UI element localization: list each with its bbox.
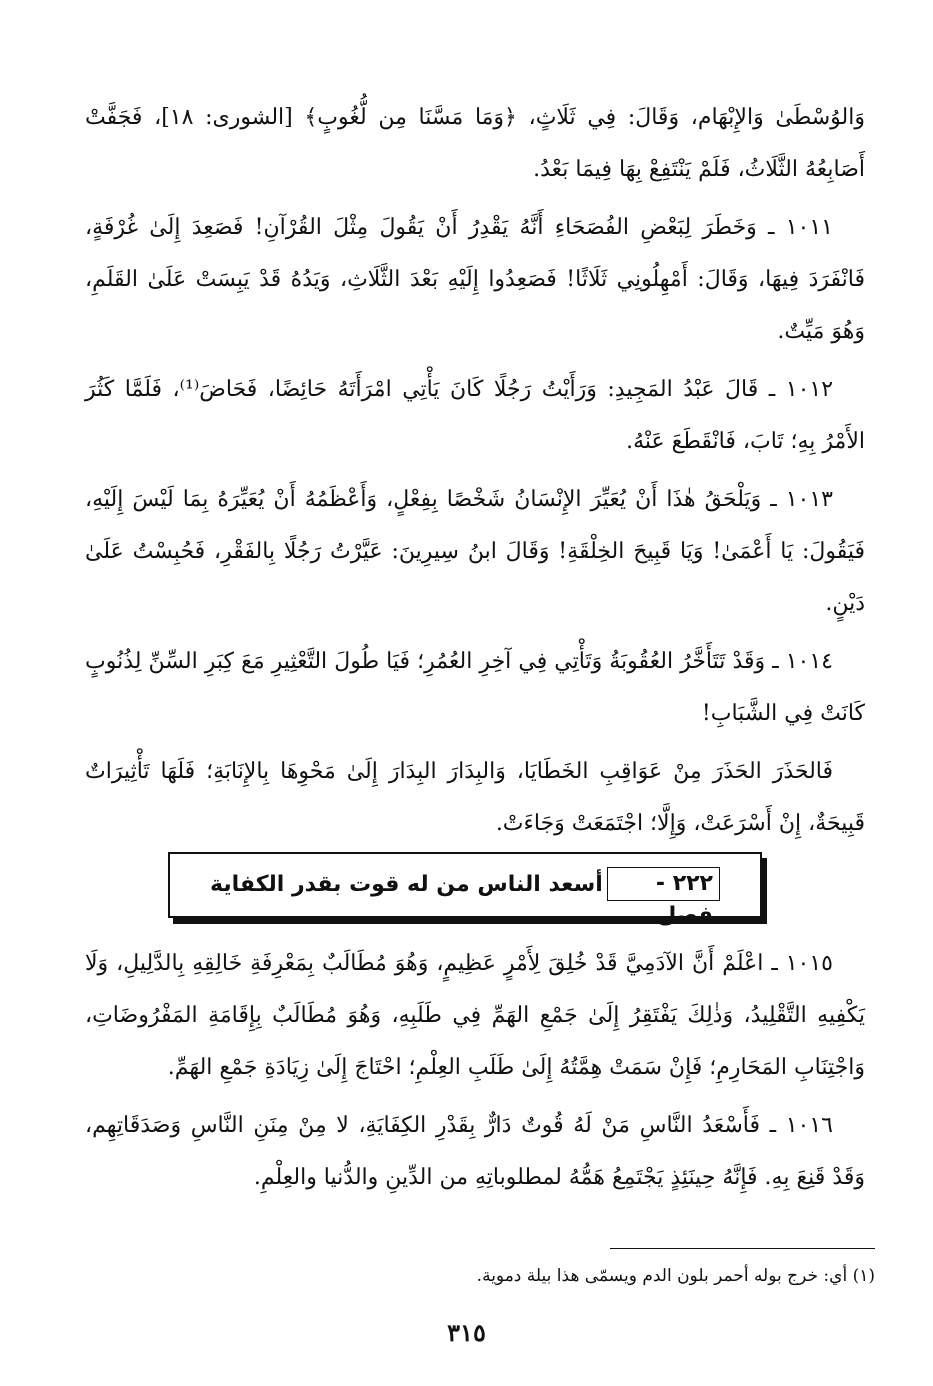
section-title: أسعد الناس من له قوت بقدر الكفاية [210,871,603,897]
paragraph-1012: ١٠١٢ ـ قَالَ عَبْدُ المَجِيدِ: وَرَأَيْتُ رَجُلًا كَانَ يَأْتِي امْرَأَتَهُ حَائِضًا، فَحَاضَ⁽¹⁾، فَلَمَّا كَثُرَ الأَمْرُ بِهِ؛ تَابَ، فَانْقَطَعَ عَنْهُ. [85,377,865,454]
section-label: ٢٢٢ - فصل [607,867,720,901]
paragraph-continuation: وَالوُسْطَىٰ وَالإِبْهَام، وَقَالَ: فِي ثَلَاثٍ، ﴿وَمَا مَسَّنَا مِن لُّغُوبٍ﴾ [الشورى: ١٨]، فَجَفَّتْ أَصَابِعُهُ الثَّلَاثُ، فَلَمْ يَنْتَفِعْ بِهَا فِيمَا بَعْدُ. [85,105,865,182]
paragraph-1015: ١٠١٥ ـ اعْلَمْ أَنَّ الآدَمِيَّ قَدْ خُلِقَ لِأَمْرٍ عَظِيمٍ، وَهُوَ مُطَالَبٌ بِمَعْرِفَةِ خَالِقِهِ بِالدَّلِيلِ، وَلَا يَكْفِيهِ التَّقْلِيدُ، وَذٰلِكَ يَفْتَقِرُ إِلَىٰ جَمْعِ الهَمِّ فِي طَلَبِهِ، وَهُوَ مُطَالَبٌ بِإِقَامَةِ المَفْرُوضَاتِ، وَاجْتِنَابِ المَحَارِمِ؛ فَإِنْ سَمَتْ هِمَّتُهُ إِلَىٰ طَلَبِ العِلْمِ؛ احْتَاجَ إِلَىٰ زِيَادَةِ جَمْعِ الهَمِّ. [85,951,865,1080]
paragraph-1011: ١٠١١ ـ وَخَطَرَ لِبَعْضِ الفُصَحَاءِ أَنَّهُ يَقْدِرُ أَنْ يَقُولَ مِثْلَ القُرْآنِ! فَصَعِدَ إِلَىٰ غُرْفَةٍ، فَانْفَرَدَ فِيهَا، وَقَالَ: أَمْهِلُونِي ثَلَاثًا! فَصَعِدُوا إِلَيْهِ بَعْدَ الثَّلَاثِ، وَيَدُهُ قَدْ يَبِسَتْ عَلَىٰ القَلَمِ، وَهُوَ مَيِّتٌ. [85,215,865,344]
section-heading [210,864,720,928]
page-number: ٣١٥ [447,1318,486,1347]
paragraph-warning: فَالحَذَرَ الحَذَرَ مِنْ عَوَاقِبِ الخَطَايَا، وَالبِدَارَ البِدَارَ إِلَىٰ مَحْوِهَا بِالإِنَابَةِ؛ فَلَهَا تَأْثِيرَاتٌ قَبِيحَةٌ، إِنْ أَسْرَعَتْ، وَإِلَّا؛ اجْتَمَعَتْ وَجَاءَتْ. [85,759,865,836]
paragraph-1013: ١٠١٣ ـ وَيَلْحَقُ هٰذَا أَنْ يُعَيِّرَ الإِنْسَانُ شَخْصًا بِفِعْلٍ، وَأَعْظَمُهُ أَنْ يُعَيِّرَهُ بِمَا لَيْسَ إِلَيْهِ، فَيَقُولَ: يَا أَعْمَىٰ! وَيَا قَبِيحَ الخِلْقَةِ! وَقَالَ ابنُ سِيرِينَ: عَيَّرْتُ رَجُلًا بِالفَقْرِ، فَحُبِسْتُ عَلَىٰ دَيْنٍ. [85,487,865,616]
section-heading-box [168,852,762,928]
footnote: (١) أي: خرج بوله أحمر بلون الدم ويسمّى هذا بيلة دموية. [476,1266,875,1286]
paragraph-1016: ١٠١٦ ـ فَأَسْعَدُ النَّاسِ مَنْ لَهُ قُوتٌ دَارٌّ بِقَدْرِ الكِفَايَةِ، لا مِنْ مِنَنِ النَّاسِ وَصَدَقَاتِهِم، وَقَدْ قَنِعَ بِهِ. فَإِنَّهُ حِينَئِذٍ يَجْتَمِعُ هَمُّهُ لمطلوباتِهِ من الدِّينِ والدُّنيا والعِلْمِ. [85,1113,865,1190]
upper-text-block [85,92,865,856]
paragraph-1014: ١٠١٤ ـ وَقَدْ تَتَأَخَّرُ العُقُوبَةُ وَتَأْتِي فِي آخِرِ العُمُرِ؛ فَيَا طُولَ التَّعْثِيرِ مَعَ كِبَرِ السِّنِّ لِذُنُوبٍ كَانَتْ فِي الشَّبَابِ! [85,649,865,726]
footnote-divider [610,1248,875,1249]
lower-text-block [85,938,865,1210]
